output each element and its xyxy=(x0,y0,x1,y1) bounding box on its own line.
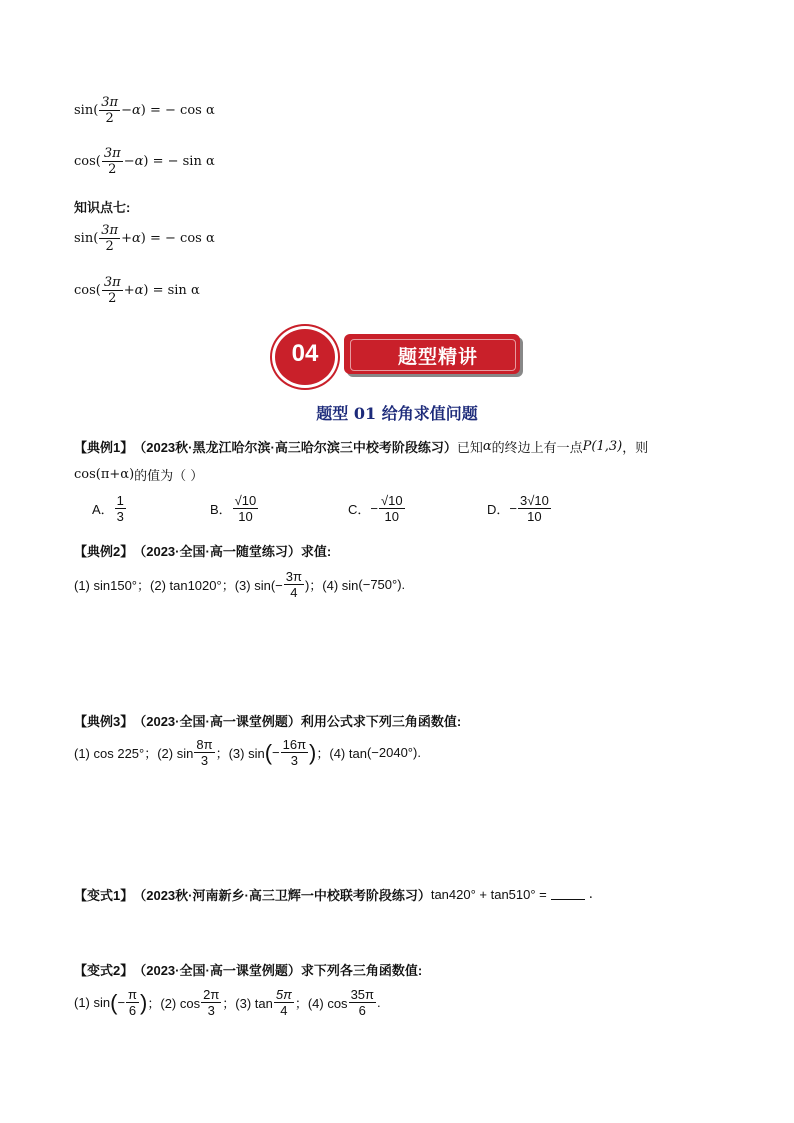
banner-title: 题型精讲 xyxy=(397,347,478,368)
formula-cos-minus: cos ( $\frac{3\pi}{2}$ − α ) = − sin α xyxy=(74,146,215,177)
example-source: （2023·全国·高一课堂例题）利用公式求下列三角函数值: xyxy=(133,714,462,729)
formula-sin-minus: sin ( $\frac{3\pi}{2}$ − α ) = − cos α xyxy=(74,95,215,126)
example-label: 【典例3】 xyxy=(74,714,134,729)
fraction: $\frac{3\pi}{2}$ xyxy=(101,95,119,126)
option-d[interactable]: D． − $\frac{3√10}{10}$ xyxy=(487,493,549,524)
fraction: $\frac{√10}{10}$ xyxy=(380,493,403,524)
knowledge-point-heading: 知识点七: xyxy=(74,200,131,215)
expression: cos(π+α) xyxy=(74,467,135,482)
fraction: $\frac{3\pi}{4}$ xyxy=(285,569,302,600)
example-1-question-cont: cos(π+α) 的值为（ ） xyxy=(74,467,204,484)
variant-2-question xyxy=(74,960,422,979)
example-label: 【变式1】 xyxy=(74,888,134,903)
fraction: $\frac{1}{3}$ xyxy=(116,493,124,524)
fraction: $\frac{5\pi}{4}$ xyxy=(275,987,292,1018)
variant-2-items: (1) sin ( − $\frac{\pi}{6}$ ) ；(2) cos $\frac{2\pi}{3}$ ；(3) tan $\frac{5\pi}{4}$ ；(4) cos $\frac{35\pi}{6}$ . xyxy=(74,987,381,1018)
fraction: $\frac{3\pi}{2}$ xyxy=(103,146,121,177)
fraction: $\frac{\pi}{6}$ xyxy=(128,987,138,1018)
example-source: （2023·全国·高一随堂练习）求值: xyxy=(133,544,332,559)
fraction: $\frac{3\pi}{2}$ xyxy=(101,223,119,254)
fraction: $\frac{8\pi}{3}$ xyxy=(196,737,213,768)
example-source: （2023秋·黑龙江哈尔滨·高三哈尔滨三中校考阶段练习） xyxy=(133,440,457,455)
example-3-question xyxy=(74,711,461,730)
section-title: 题型 01 给角求值问题 xyxy=(316,404,478,423)
formula-sin-plus: sin ( $\frac{3\pi}{2}$ + α ) = − cos α xyxy=(74,223,215,254)
example-source: （2023·全国·高一课堂例题）求下列各三角函数值: xyxy=(133,963,423,978)
fraction: $\frac{3\pi}{2}$ xyxy=(103,275,121,306)
fraction: $\frac{3√10}{10}$ xyxy=(519,493,549,524)
example-2-question xyxy=(74,541,331,560)
fraction: $\frac{2\pi}{3}$ xyxy=(203,987,220,1018)
example-3-items: (1) cos 225°；(2) sin $\frac{8\pi}{3}$ ；(3) sin ( − $\frac{16\pi}{3}$ ) ；(4) tan (−2040°) . xyxy=(74,737,421,768)
example-1-question: 【典例1】 （2023秋·黑龙江哈尔滨·高三哈尔滨三中校考阶段练习） 已知 α 的终边上有一点 P(1,3) ，则 xyxy=(74,439,649,456)
fraction: $\frac{16\pi}{3}$ xyxy=(282,737,307,768)
example-label: 【变式2】 xyxy=(74,963,134,978)
variant-1-question: 【变式1】 （2023秋·河南新乡·高三卫辉一中校联考阶段练习） tan420° + tan510° = . xyxy=(74,887,593,903)
point-p: P(1,3) xyxy=(582,439,623,454)
example-label: 【典例2】 xyxy=(74,544,134,559)
section-banner xyxy=(272,326,522,382)
example-source: （2023秋·河南新乡·高三卫辉一中校联考阶段练习） xyxy=(133,888,431,903)
option-c[interactable]: C． − $\frac{√10}{10}$ xyxy=(348,493,403,524)
banner-number: 04 xyxy=(291,340,319,367)
example-label: 【典例1】 xyxy=(74,440,134,455)
option-a[interactable]: A． $\frac{1}{3}$ xyxy=(92,493,124,524)
fraction: $\frac{√10}{10}$ xyxy=(234,493,257,524)
answer-blank[interactable] xyxy=(551,889,585,900)
fraction: $\frac{35\pi}{6}$ xyxy=(350,987,374,1018)
option-b[interactable]: B． $\frac{√10}{10}$ xyxy=(210,493,257,524)
formula-cos-plus: cos ( $\frac{3\pi}{2}$ + α ) = sin α xyxy=(74,275,200,306)
example-2-items: (1) sin150°；(2) tan1020°；(3) sin(− $\frac{3\pi}{4}$ )；(4) sin (−750°) . xyxy=(74,569,406,600)
fn: sin xyxy=(74,103,94,118)
